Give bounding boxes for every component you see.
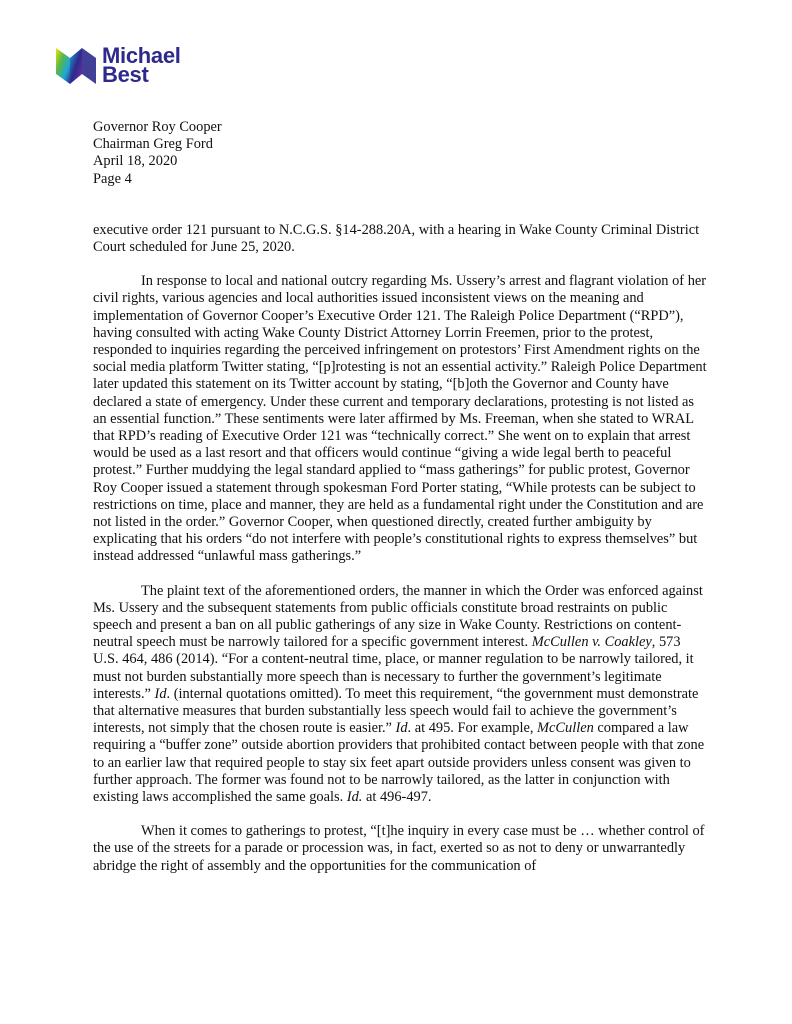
page-number: Page 4: [93, 170, 132, 187]
letter-header: [93, 119, 708, 188]
p3-id-1: Id: [154, 685, 167, 702]
p3-citation-2: McCullen: [537, 720, 594, 737]
letter-body: [93, 119, 708, 875]
paragraph-1: executive order 121 pursuant to N.C.G.S. §14-288.20A, with a hearing in Wake County Criminal District Court scheduled for June 25, 2020.: [93, 221, 700, 255]
p3-text-a: The plaint text of the aforementioned orders, the manner in which the Order was enforced against Ms. Ussery and the subsequent statements from public officials constitute broad restraints on public speech and present a ban on all public gatherings of any size in Wake County. Restrictions on content-neutral speech must be narrowly tailored for a specific government interest.: [93, 582, 703, 651]
logo-wordmark: [102, 43, 181, 87]
p3-id-2: Id: [395, 720, 408, 737]
recipient-line-1: Governor Roy Cooper: [93, 119, 222, 135]
logo-line-1: Michael: [102, 43, 181, 68]
logo-mark-icon: [56, 44, 96, 86]
p3-text-d: . at 495. For example,: [407, 720, 538, 737]
recipient-line-2: Chairman Greg Ford: [93, 136, 213, 153]
p3-text-f: at 496-497.: [362, 789, 432, 806]
p3-id-3: Id.: [346, 789, 363, 806]
paragraph-2: In response to local and national outcry regarding Ms. Ussery’s arrest and flagrant violation of her civil rights, various agencies and local authorities issued inconsistent views on the meaning and implementation of Governor Cooper’s Executive Order 121. The Raleigh Police Department (“RPD”), having consulted with acting Wake County District Attorney Lorrin Freemen, prior to the protest, responded to inquiries regarding the perceived infringement on protestors’ First Amendment rights on the social media platform Twitter stating, “[p]rotesting is not an essential activity.” Raleigh Police Department later updated this statement on its Twitter account by stating, “[b]oth the Governor and County have declared a state of emergency. Under these current and temporary declarations, protesting is not listed as an essential function.” These sentiments were later affirmed by Ms. Freeman, when she stated to WRAL that RPD’s reading of Executive Order 121 was “technically correct.” She went on to explain that arrest would be used as a last resort and that officers would continue “giving a wide legal berth to peaceful protest.” Further muddying the legal standard applied to “mass gatherings” for public protest, Governor Roy Cooper issued a statement through spokesman Ford Porter stating, “While protests can be subject to restrictions on time, place and manner, they are held as a fundamental right under the Constitution and are not listed in the order.” Governor Cooper, when questioned directly, created further ambiguity by explicating that his orders “do not interfere with people’s constitutional rights to express themselves” but instead addressed “unlawful mass gatherings.”: [93, 273, 707, 565]
p3-text-e: compared a law requiring a “buffer zone” outside abortion providers that prohibited contact between people with that zone to an earlier law that required people to stay six feet apart outside providers unless consent was given to further approach. The former was found not to be narrowly tailored, as the latter in conjunction with existing laws accomplished the same goals.: [93, 720, 705, 806]
paragraph-3: [93, 583, 708, 807]
letter-date: April 18, 2020: [93, 153, 178, 170]
company-logo: [56, 44, 181, 86]
paragraph-4: When it comes to gatherings to protest, “[t]he inquiry in every case must be … whether control of the use of the streets for a parade or procession was, in fact, exerted so as not to deny or unwarrantedly abridge the right of assembly and the opportunities for the communication of: [93, 823, 705, 874]
p3-citation-1: McCullen v. Coakley: [531, 634, 652, 651]
logo-line-2: Best: [102, 62, 149, 87]
p3-text-c: . (internal quotations omitted). To meet this requirement, “the government must demonstrate that alternative measures that burden substantially less speech would fail to achieve the government’s interests, not simply that the chosen route is easier.”: [93, 685, 699, 737]
p3-text-b: , 573 U.S. 464, 486 (2014). “For a content-neutral time, place, or manner regulation to be narrowly tailored, it must not burden substantially more speech than is necessary to further the government’s legitimate interests.”: [93, 634, 694, 702]
